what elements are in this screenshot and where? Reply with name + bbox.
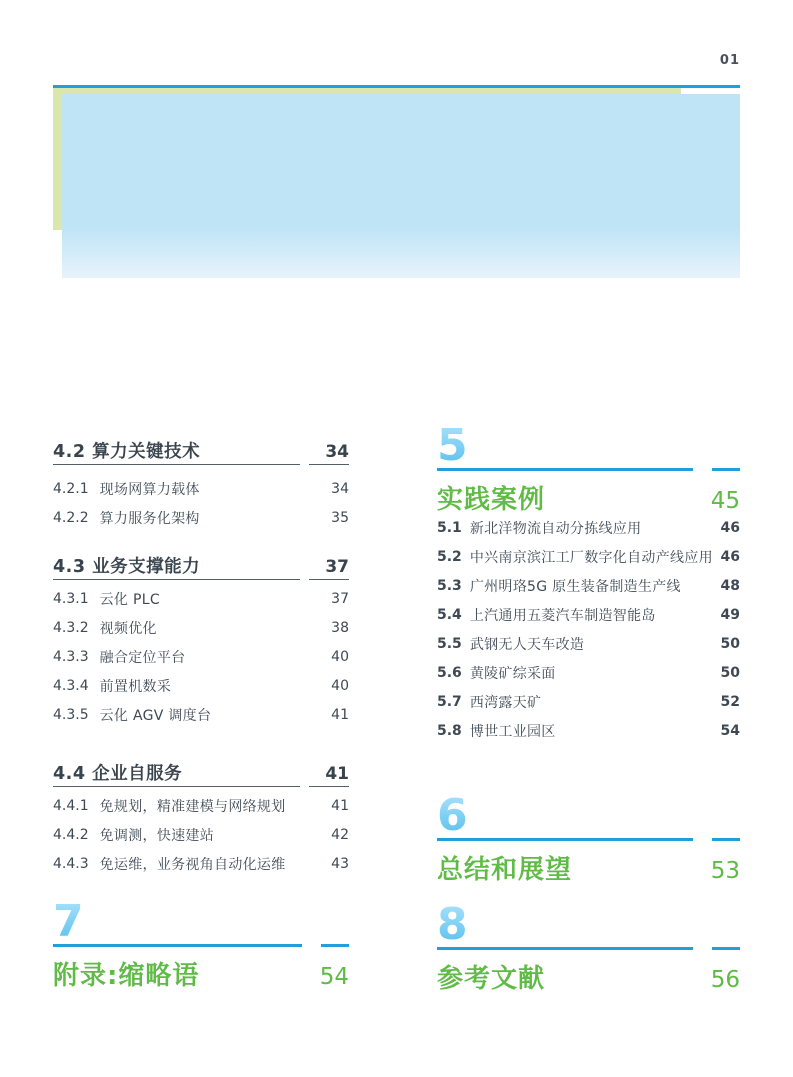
chapter-rule [53, 944, 349, 947]
rule-short [712, 838, 740, 841]
item-page: 41 [331, 706, 349, 723]
item-label: 免规划，精准建模与网络规划 [99, 798, 286, 815]
item-label: 云化 PLC [99, 591, 160, 608]
toc-item-4-3-1[interactable] [53, 584, 349, 613]
item-number: 4.3.5 [53, 706, 89, 723]
item-number: 5.4 [437, 606, 462, 623]
item-page: 54 [720, 722, 740, 739]
section-page-number: 34 [325, 442, 349, 462]
item-page: 48 [720, 577, 740, 594]
item-label: 武钢无人天车改造 [469, 636, 585, 653]
item-number: 5.3 [437, 577, 462, 594]
item-page: 50 [720, 635, 740, 652]
toc-left-column [53, 438, 349, 991]
item-label: 黄陵矿综采面 [469, 665, 556, 682]
item-number: 5.8 [437, 722, 462, 739]
item-page: 38 [331, 619, 349, 636]
item-page: 40 [331, 677, 349, 694]
toc-item-4-2-1[interactable] [53, 474, 349, 503]
chapter-title: 实践案例 [437, 485, 546, 515]
chapter-title: 总结和展望 [437, 855, 573, 885]
item-label: 上汽通用五菱汽车制造智能岛 [469, 607, 656, 624]
item-page: 46 [720, 519, 740, 536]
item-page: 34 [331, 480, 349, 497]
rule-long [53, 579, 300, 580]
item-label: 中兴南京滨江工厂数字化自动产线应用 [469, 549, 713, 566]
toc-item-4-3-5[interactable] [53, 700, 349, 729]
chapter-title: 附录:缩略语 [53, 961, 200, 991]
toc-item-4-2-2[interactable] [53, 503, 349, 532]
item-label: 新北洋物流自动分拣线应用 [469, 520, 642, 537]
rule-long [53, 944, 302, 947]
item-label: 融合定位平台 [99, 649, 186, 666]
chapter-number: 7 [53, 900, 349, 944]
section-heading-label [53, 553, 325, 578]
chapter-title-row[interactable] [53, 955, 349, 991]
item-label: 西湾露天矿 [469, 694, 542, 711]
chapter-rule [437, 838, 740, 841]
item-number: 4.3.1 [53, 590, 89, 607]
chapter-title: 参考文献 [437, 964, 546, 994]
item-number: 5.5 [437, 635, 462, 652]
toc-item-4-4-2[interactable] [53, 820, 349, 849]
item-label: 现场网算力载体 [99, 481, 200, 498]
item-number: 5.2 [437, 548, 462, 565]
item-page: 42 [331, 826, 349, 843]
chapter-page-number: 53 [710, 858, 740, 884]
rule-short [309, 579, 349, 580]
toc-section-4-4 [53, 760, 349, 878]
item-number: 5.7 [437, 693, 462, 710]
section-number: 4.3 [53, 557, 86, 577]
toc-item-4-4-1[interactable] [53, 791, 349, 820]
item-number: 4.3.2 [53, 619, 89, 636]
toc-items [437, 513, 740, 745]
item-number: 4.3.4 [53, 677, 89, 694]
rule-long [437, 838, 693, 841]
chapter-title-row[interactable] [437, 849, 740, 885]
section-page-number: 37 [325, 557, 349, 577]
toc-item-5-8[interactable] [437, 716, 740, 745]
chapter-number: 6 [437, 794, 740, 838]
chapter-number: 8 [437, 903, 740, 947]
toc-item-5-1[interactable] [437, 513, 740, 542]
rule-short [309, 464, 349, 465]
toc-item-4-3-3[interactable] [53, 642, 349, 671]
item-page: 40 [331, 648, 349, 665]
toc-items [53, 584, 349, 729]
chapter-page-number: 45 [710, 488, 740, 514]
item-label: 广州明珞5G 原生装备制造生产线 [469, 578, 681, 595]
item-page: 52 [720, 693, 740, 710]
toc-item-5-5[interactable] [437, 629, 740, 658]
toc-item-5-2[interactable] [437, 542, 740, 571]
item-page: 50 [720, 664, 740, 681]
item-number: 4.2.1 [53, 480, 89, 497]
item-number: 4.4.1 [53, 797, 89, 814]
chapter-page-number: 56 [710, 967, 740, 993]
toc-heading-4-2[interactable] [53, 438, 349, 464]
item-number: 4.3.3 [53, 648, 89, 665]
toc-right-column [437, 420, 740, 994]
item-number: 4.2.2 [53, 509, 89, 526]
rule-long [437, 468, 693, 471]
toc-item-5-6[interactable] [437, 658, 740, 687]
section-heading-label [53, 438, 325, 463]
rule-long [437, 947, 693, 950]
section-page-number: 41 [325, 764, 349, 784]
item-page: 46 [720, 548, 740, 565]
toc-section-4-3 [53, 553, 349, 729]
toc-heading-4-3[interactable] [53, 553, 349, 579]
item-label: 博世工业园区 [469, 723, 556, 740]
item-label: 前置机数采 [99, 678, 172, 695]
section-number: 4.2 [53, 442, 86, 462]
toc-heading-4-4[interactable] [53, 760, 349, 786]
chapter-number: 5 [437, 424, 740, 468]
toc-item-4-4-3[interactable] [53, 849, 349, 878]
toc-item-5-4[interactable] [437, 600, 740, 629]
chapter-rule [437, 468, 740, 471]
heading-rule [53, 579, 349, 580]
item-label: 免调测，快速建站 [99, 827, 215, 844]
section-heading-label [53, 760, 325, 785]
item-label: 算力服务化架构 [99, 510, 200, 527]
item-page: 43 [331, 855, 349, 872]
item-page: 41 [331, 797, 349, 814]
item-label: 云化 AGV 调度台 [99, 707, 212, 724]
item-number: 5.6 [437, 664, 462, 681]
toc-items [53, 791, 349, 878]
section-title: 算力关键技术 [92, 442, 201, 462]
page-number: 01 [719, 53, 740, 68]
rule-short [309, 786, 349, 787]
section-number: 4.4 [53, 764, 86, 784]
chapter-title-row[interactable] [437, 958, 740, 994]
rule-long [53, 464, 300, 465]
item-label: 免运维，业务视角自动化运维 [99, 856, 286, 873]
rule-short [321, 944, 349, 947]
rule-short [712, 468, 740, 471]
heading-rule [53, 464, 349, 465]
section-title: 企业自服务 [92, 764, 183, 784]
heading-rule [53, 786, 349, 787]
toc-section-4-2 [53, 438, 349, 532]
item-number: 4.4.3 [53, 855, 89, 872]
chapter-8 [437, 899, 740, 994]
item-number: 5.1 [437, 519, 462, 536]
chapter-5 [437, 420, 740, 745]
chapter-page-number: 54 [319, 964, 349, 990]
item-page: 35 [331, 509, 349, 526]
rule-long [53, 786, 300, 787]
chapter-7 [53, 896, 349, 991]
chapter-title-row[interactable] [437, 479, 740, 515]
section-title: 业务支撑能力 [92, 557, 201, 577]
chapter-6 [437, 790, 740, 885]
toc-item-5-3[interactable] [437, 571, 740, 600]
item-label: 视频优化 [99, 620, 157, 637]
item-page: 37 [331, 590, 349, 607]
item-number: 4.4.2 [53, 826, 89, 843]
toc-item-4-3-4[interactable] [53, 671, 349, 700]
chapter-rule [437, 947, 740, 950]
item-page: 49 [720, 606, 740, 623]
toc-items [53, 474, 349, 532]
toc-item-5-7[interactable] [437, 687, 740, 716]
rule-short [712, 947, 740, 950]
toc-item-4-3-2[interactable] [53, 613, 349, 642]
banner-blue-block [62, 94, 740, 278]
